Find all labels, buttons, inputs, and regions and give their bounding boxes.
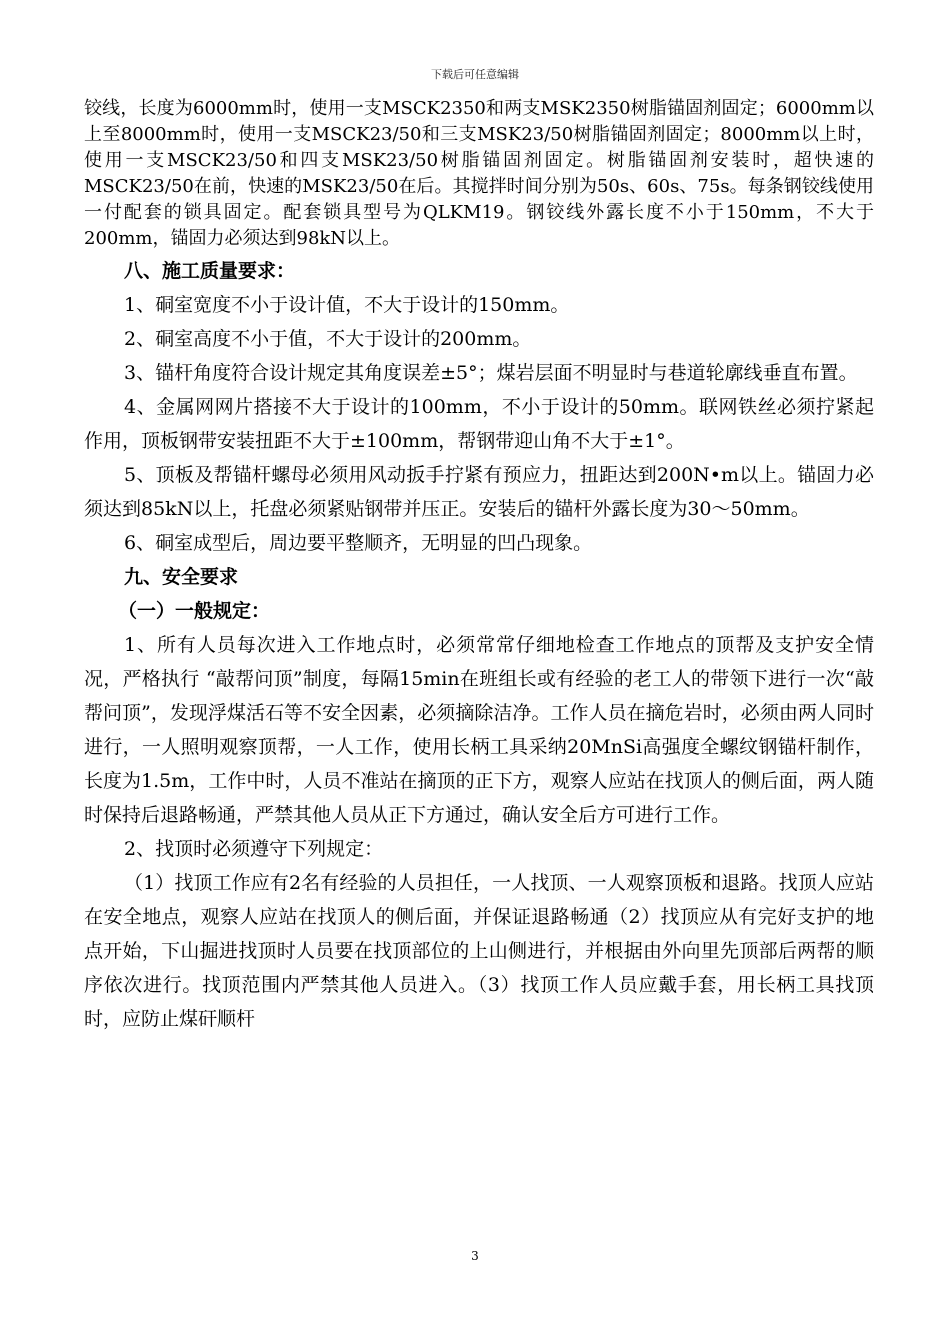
safety-item-2-details: （1）找顶工作应有2名有经验的人员担任，一人找顶、一人观察顶板和退路。找顶人应站在安全地点，观察人应站在找顶人的侧后面，并保证退路畅通（2）找顶应从有完好支护的地点开始，下山掘进找顶时人员要在找顶部位的上山侧进行，并根据由外向里先顶部后两帮的顺序依次进行。找顶范围内严禁其他人员进入。（3）找顶工作人员应戴手套，用长柄工具找顶时，应防止煤矸顺杆 [84, 872, 874, 1030]
page-header: 下载后可任意编辑 [431, 68, 519, 81]
section-heading-safety: 九、安全要求 [124, 566, 239, 588]
quality-item-5: 5、顶板及帮锚杆螺母必须用风动扳手拧紧有预应力，扭距达到200N•m以上。锚固力必须达到85kN以上，托盘必须紧贴钢带并压正。安装后的锚杆外露长度为30～50mm。 [84, 464, 874, 520]
quality-item-3: 3、锚杆角度符合设计规定其角度误差±5°；煤岩层面不明显时与巷道轮廓线垂直布置。 [124, 362, 858, 384]
quality-item-2: 2、硐室高度不小于值，不大于设计的200mm。 [124, 328, 532, 350]
page-number: 3 [471, 1249, 479, 1263]
quality-item-6: 6、硐室成型后，周边要平整顺齐，无明显的凹凸现象。 [124, 532, 593, 554]
document-body [84, 96, 874, 1036]
quality-item-4: 4、金属网网片搭接不大于设计的100mm，不小于设计的50mm。联网铁丝必须拧紧起作用，顶板钢带安装扭距不大于±100mm，帮钢带迎山角不大于±1°。 [84, 396, 874, 452]
paragraph-anchor-bolt-spec: 铰线，长度为6000mm时，使用一支MSCK2350和两支MSK2350树脂锚固剂固定；6000mm以上至8000mm时，使用一支MSCK23/50和三支MSK23/50树脂锚固剂固定；8000mm以上时，使用一支MSCK23/50和四支MSK23/50树脂锚固剂固定。树脂锚固剂安装时，超快速的MSCK23/50在前，快速的MSK23/50在后。其搅拌时间分别为50s、60s、75s。每条钢铰线使用一付配套的锁具固定。配套锁具型号为QLKM19。钢铰线外露长度不小于150mm，不大于200mm，锚固力必须达到98kN以上。 [84, 98, 874, 249]
section-heading-quality: 八、施工质量要求： [124, 260, 296, 282]
safety-item-1: 1、所有人员每次进入工作地点时，必须常常仔细地检查工作地点的顶帮及支护安全情况，严格执行 “敲帮问顶”制度，每隔15min在班组长或有经验的老工人的带领下进行一次“敲帮问顶”，发现浮煤活石等不安全因素，必须摘除洁净。工作人员在摘危岩时，必须由两人同时进行，一人照明观察顶帮，一人工作，使用长柄工具采纳20MnSi高强度全螺纹钢锚杆制作，长度为1.5m，工作中时，人员不准站在摘顶的正下方，观察人应站在找顶人的侧后面，两人随时保持后退路畅通，严禁其他人员从正下方通过，确认安全后方可进行工作。 [84, 634, 874, 826]
quality-item-1: 1、硐室宽度不小于设计值，不大于设计的150mm。 [124, 294, 570, 316]
safety-item-2: 2、找顶时必须遵守下列规定： [124, 838, 384, 860]
subsection-heading-general: （一）一般规定： [118, 600, 271, 622]
